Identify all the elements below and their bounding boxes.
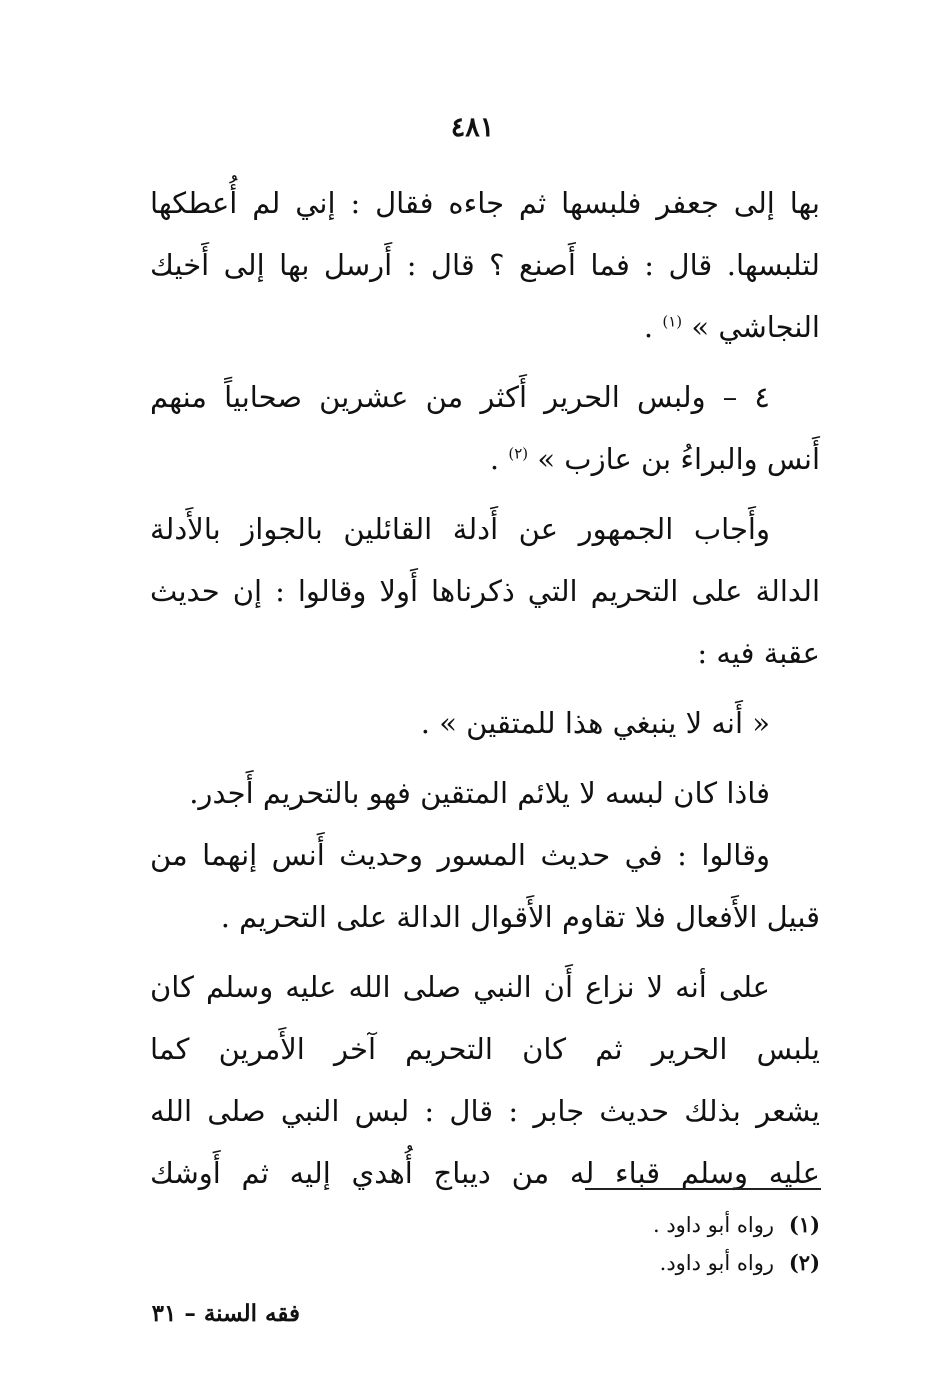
text-line-5 — [150, 428, 820, 490]
text-line-13: على أنه لا نزاع أَن النبي صلى الله عليه وسلم كان — [150, 970, 770, 1004]
footnote-ref-2-tail: . — [489, 442, 500, 476]
text-line-6: وأَجاب الجمهور عن أَدلة القائلين بالجواز بالأَدلة — [150, 512, 770, 546]
footnote-ref-1-tail: . — [643, 310, 654, 344]
footnote-ref-2: (٢) — [508, 444, 529, 463]
footnote-separator — [585, 1188, 821, 1190]
text-line-14: يلبس الحرير ثم كان التحريم آخر الأَمرين كما — [150, 1032, 820, 1066]
text-line-2: لتلبسها. قال : فما أَصنع ؟ قال : أَرسل بها إلى أَخيك — [150, 248, 820, 282]
text-line-4: ٤ – ولبس الحرير أَكثر من عشرين صحابياً منهم — [150, 380, 770, 414]
footnote-2-number: (٢) — [788, 1250, 820, 1275]
paragraph-gap — [150, 754, 820, 762]
text-line-16: عليه وسلم قباء له من ديباج أُهدي إليه ثم أَوشك — [150, 1156, 820, 1190]
text-line-11: وقالوا : في حديث المسور وحديث أَنس إنهما من — [150, 838, 770, 872]
text-line-12: قبيل الأَفعال فلا تقاوم الأَقوال الدالة على التحريم . — [220, 900, 820, 934]
text-line-7: الدالة على التحريم التي ذكرناها أَولا وقالوا : إن حديث — [150, 574, 820, 608]
text-line-1: بها إلى جعفر فلبسها ثم جاءه فقال : إني لم أُعطكها — [150, 186, 820, 220]
paragraph-gap — [150, 684, 820, 692]
footnote-ref-1: (١) — [662, 312, 683, 331]
text-line-15: يشعر بذلك حديث جابر : قال : لبس النبي صلى الله — [150, 1094, 820, 1128]
text-line-3-body: النجاشي » — [691, 310, 820, 344]
text-line-8: عقبة فيه : — [697, 636, 820, 670]
footnote-1 — [450, 1206, 820, 1244]
footnotes — [450, 1206, 820, 1282]
body-text — [150, 172, 820, 1204]
footnote-1-number: (١) — [788, 1212, 820, 1237]
paragraph-gap — [150, 358, 820, 366]
text-line-10: فاذا كان لبسه لا يلائم المتقين فهو بالتحريم أَجدر. — [189, 776, 770, 810]
paragraph-gap — [150, 948, 820, 956]
signature-mark: فقه السنة – ٣١ — [151, 1300, 300, 1327]
paragraph-gap — [150, 490, 820, 498]
footnote-2-text: رواه أبو داود. — [659, 1251, 774, 1275]
footnote-2 — [450, 1244, 820, 1282]
footnote-1-text: رواه أبو داود . — [652, 1213, 774, 1237]
text-line-9: « أَنه لا ينبغي هذا للمتقين » . — [420, 706, 770, 740]
text-line-3 — [150, 296, 820, 358]
page-number: ٤٨١ — [450, 112, 495, 143]
text-line-5-body: أَنس والبراءُ بن عازب » — [537, 442, 820, 476]
